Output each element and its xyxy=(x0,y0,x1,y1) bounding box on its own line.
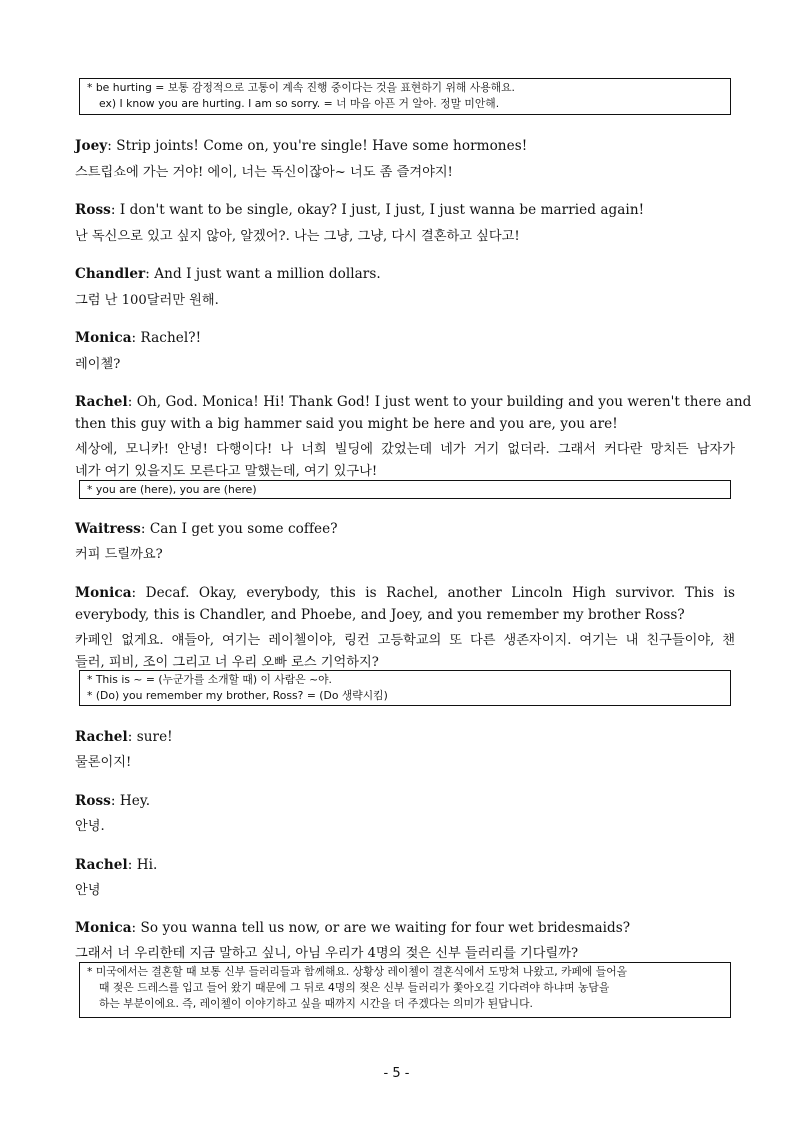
note-line: 하는 부분이에요. 즉, 레이첼이 이야기하고 싶을 때까지 시간을 더 주겠다는 의미가 된답니다. xyxy=(99,997,533,1010)
speaker-name: Joey xyxy=(75,138,108,154)
dialogue-ko: 카페인 없게요. 얘들아, 여기는 레이첼이야, 링컨 고등학교의 또 다른 생존자이지. 여기는 내 친구들이야, 챈 xyxy=(75,633,735,648)
line-text: : Rachel?! xyxy=(131,330,202,346)
speaker-name: Monica xyxy=(75,330,132,346)
dialogue-ko: 그래서 너 우리한테 지금 말하고 싶니, 아님 우리가 4명의 젖은 신부 들러리를 기다릴까? xyxy=(75,946,579,961)
note-line: * (Do) you remember my brother, Ross? = (Do 생략시킴) xyxy=(87,689,388,702)
line-text: : I don't want to be single, okay? I just, I just, I just wanna be married again! xyxy=(110,202,645,218)
page-number: - 5 - xyxy=(383,1066,410,1081)
dialogue-ko: 커피 드릴까요? xyxy=(75,547,163,562)
speaker-name: Monica xyxy=(75,920,132,936)
dialogue-en xyxy=(75,920,735,936)
note-line: ex) I know you are hurting. I am so sorry. = 너 마음 아픈 거 알아. 정말 미안해. xyxy=(99,97,500,110)
dialogue-ko: 안녕. xyxy=(75,819,105,834)
dialogue-en xyxy=(75,521,735,537)
dialogue-en xyxy=(75,138,735,154)
line-text: : Oh, God. Monica! Hi! Thank God! I just went to your building and you weren't there and xyxy=(127,394,752,410)
dialogue-ko: 세상에, 모니카! 안녕! 다행이다! 나 너희 빌딩에 갔었는데 네가 거기 없더라. 그래서 커다란 망치든 남자가 xyxy=(75,442,735,457)
note-line: * you are (here), you are (here) xyxy=(87,483,257,496)
speaker-name: Rachel xyxy=(75,394,128,410)
note-line: * be hurting = 보통 감정적으로 고통이 계속 진행 중이다는 것을 표현하기 위해 사용해요. xyxy=(87,81,515,94)
dialogue-en-cont: everybody, this is Chandler, and Phoebe, and Joey, and you remember my brother Ross? xyxy=(75,607,685,623)
note-box-be-hurting xyxy=(79,78,731,115)
speaker-name: Waitress xyxy=(75,521,141,537)
note-line: 때 젖은 드레스를 입고 들어 왔기 때문에 그 뒤로 4명의 젖은 신부 들러리가 쫓아오길 기다려야 하냐며 농담을 xyxy=(99,981,610,994)
dialogue-en xyxy=(75,330,735,346)
dialogue-en xyxy=(75,202,735,218)
dialogue-ko-cont: 들러, 피비, 조이 그리고 너 우리 오빠 로스 기억하지? xyxy=(75,655,379,670)
note-line: * This is ~ = (누군가를 소개할 때) 이 사람은 ~야. xyxy=(87,673,332,686)
note-box-bridesmaids xyxy=(79,962,731,1018)
dialogue-ko-cont: 네가 여기 있을지도 모른다고 말했는데, 여기 있구나! xyxy=(75,464,378,479)
dialogue-en xyxy=(75,857,735,873)
note-line: * 미국에서는 결혼할 때 보통 신부 들러리들과 함께해요. 상황상 레이첼이 결혼식에서 도망쳐 나왔고, 카페에 들어올 xyxy=(87,965,628,978)
dialogue-en xyxy=(75,729,735,745)
dialogue-en xyxy=(75,585,735,601)
speaker-name: Chandler xyxy=(75,266,146,282)
line-text: : And I just want a million dollars. xyxy=(145,266,381,282)
dialogue-en-cont: then this guy with a big hammer said you might be here and you are, you are! xyxy=(75,416,618,432)
line-text: : Strip joints! Come on, you're single! Have some hormones! xyxy=(107,138,528,154)
dialogue-ko: 안녕 xyxy=(75,883,101,898)
line-text: : Can I get you some coffee? xyxy=(140,521,338,537)
dialogue-ko: 그럼 난 100달러만 원해. xyxy=(75,293,219,308)
line-text: : Hi. xyxy=(127,857,158,873)
line-text: : Hey. xyxy=(110,793,151,809)
dialogue-en xyxy=(75,266,735,282)
note-box-introductions xyxy=(79,670,731,706)
dialogue-ko: 난 독신으로 있고 싶지 않아, 알겠어?. 나는 그냥, 그냥, 다시 결혼하고 싶다고! xyxy=(75,229,520,244)
speaker-name: Rachel xyxy=(75,857,128,873)
dialogue-en xyxy=(75,793,735,809)
dialogue-en xyxy=(75,394,752,410)
note-box-you-are-here xyxy=(79,480,731,499)
line-text: : sure! xyxy=(127,729,173,745)
speaker-name: Rachel xyxy=(75,729,128,745)
line-text: : So you wanna tell us now, or are we waiting for four wet bridesmaids? xyxy=(131,920,631,936)
dialogue-ko: 물론이지! xyxy=(75,755,132,770)
speaker-name: Ross xyxy=(75,793,111,809)
line-text: : Decaf. Okay, everybody, this is Rachel, another Lincoln High survivor. This is xyxy=(131,585,735,601)
dialogue-ko: 레이첼? xyxy=(75,357,121,372)
dialogue-ko: 스트립쇼에 가는 거야! 에이, 너는 독신이잖아~ 너도 좀 즐겨야지! xyxy=(75,165,453,180)
speaker-name: Ross xyxy=(75,202,111,218)
speaker-name: Monica xyxy=(75,585,132,601)
